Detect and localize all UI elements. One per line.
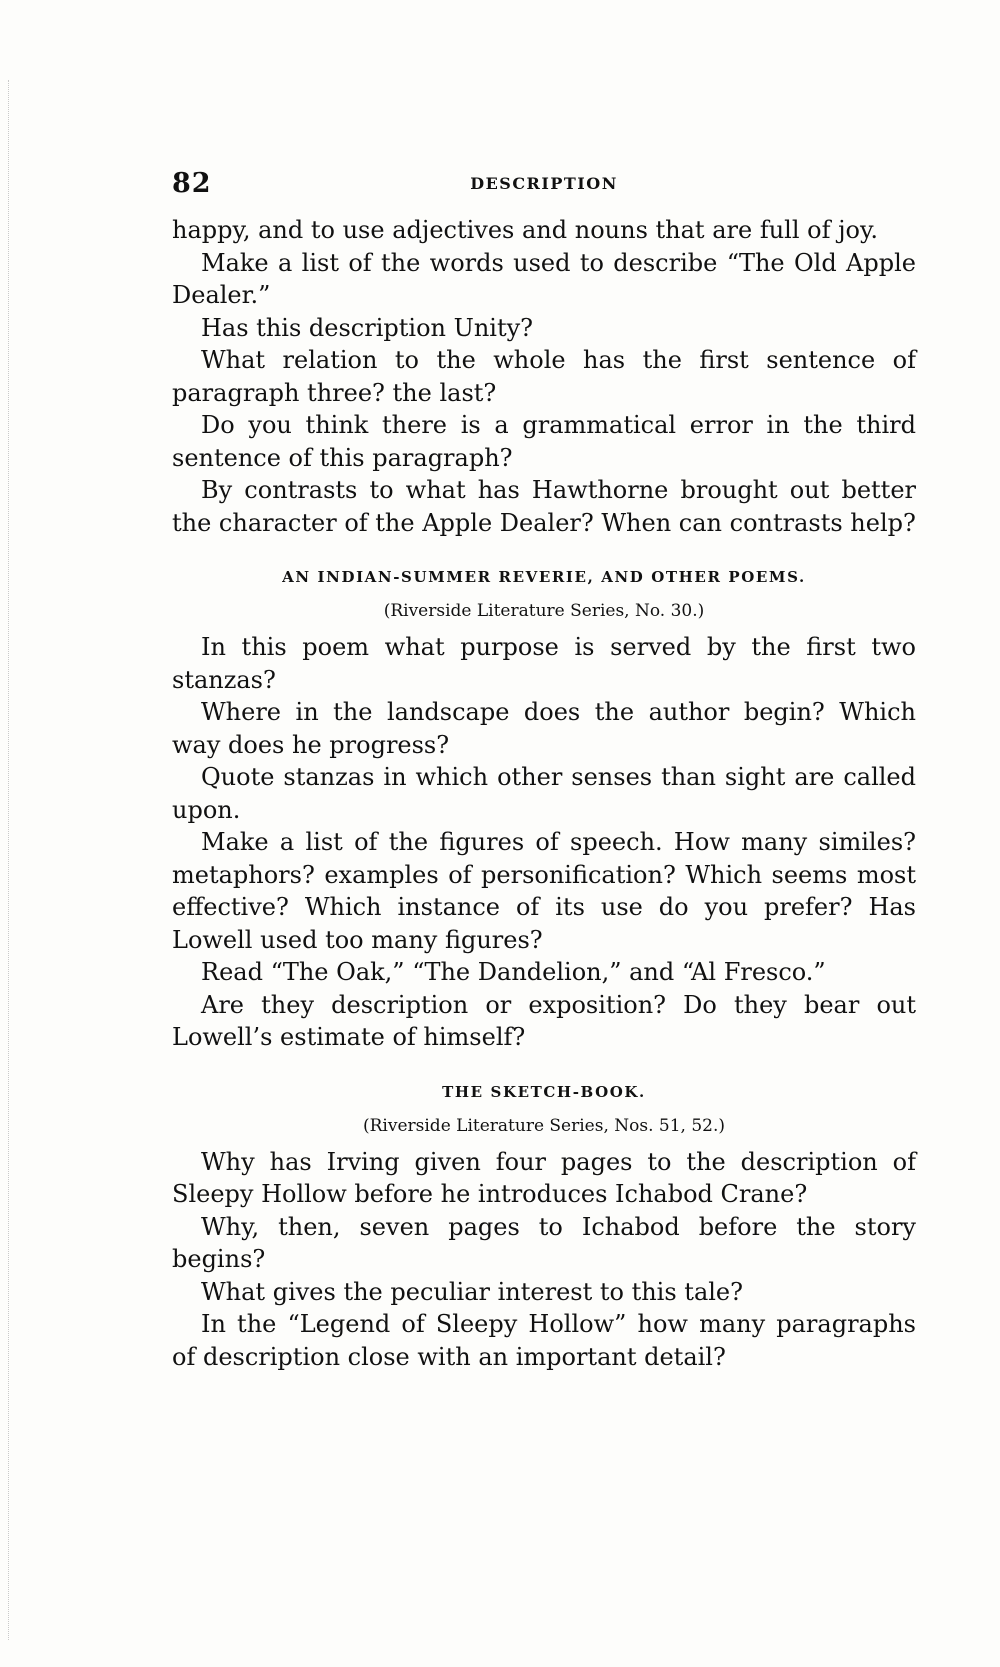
paragraph: In this poem what purpose is served by the first two stanzas?: [172, 633, 916, 694]
paragraph: Make a list of the words used to describe “The Old Apple Dealer.”: [172, 248, 916, 309]
section-indian-summer: [172, 565, 916, 1054]
page-number: 82: [172, 168, 212, 199]
paragraph: Has this description Unity?: [201, 313, 534, 342]
paragraph: Read “The Oak,” “The Dandelion,” and “Al Fresco.”: [201, 958, 826, 986]
intro-block: [172, 214, 916, 539]
paragraph: Do you think there is a grammatical error in the third sentence of this paragraph?: [172, 411, 916, 472]
paragraph: What gives the peculiar interest to this tale?: [201, 1277, 744, 1306]
paragraph: Are they description or exposition? Do they bear out Lowell’s estimate of himself?: [172, 990, 916, 1051]
section-heading: AN INDIAN-SUMMER REVERIE, AND OTHER POEMS.: [282, 568, 806, 586]
paragraph: Why, then, seven pages to Ichabod before the story begins?: [172, 1212, 916, 1273]
running-head: [172, 168, 916, 208]
paragraph: In the “Legend of Sleepy Hollow” how many paragraphs of description close with an important detail?: [172, 1310, 916, 1371]
paragraph: By contrasts to what has Hawthorne brought out better the character of the Apple Dealer? When can contrasts help?: [172, 476, 916, 537]
paragraph: Where in the landscape does the author begin? Which way does he progress?: [172, 698, 916, 759]
section-subheading: (Riverside Literature Series, No. 30.): [383, 601, 705, 621]
paragraph: Quote stanzas in which other senses than sight are called upon.: [172, 763, 916, 824]
paragraph: happy, and to use adjectives and nouns that are full of joy.: [172, 216, 878, 244]
section-sketch-book: [172, 1080, 916, 1374]
running-head-title: DESCRIPTION: [470, 174, 618, 193]
paragraph: Why has Irving given four pages to the description of Sleepy Hollow before he introduces Ichabod Crane?: [172, 1147, 916, 1208]
book-page: [172, 168, 916, 1373]
scan-margin-edge: [8, 80, 10, 1640]
section-heading: THE SKETCH-BOOK.: [442, 1082, 646, 1101]
section-subheading: (Riverside Literature Series, Nos. 51, 52.): [362, 1115, 726, 1136]
paragraph: Make a list of the figures of speech. How many similes? metaphors? examples of personification? Which seems most effective? Which instance of its use do you prefer? Has Lowell used too many figures?: [172, 828, 916, 954]
paragraph: What relation to the whole has the first sentence of paragraph three? the last?: [172, 346, 916, 407]
